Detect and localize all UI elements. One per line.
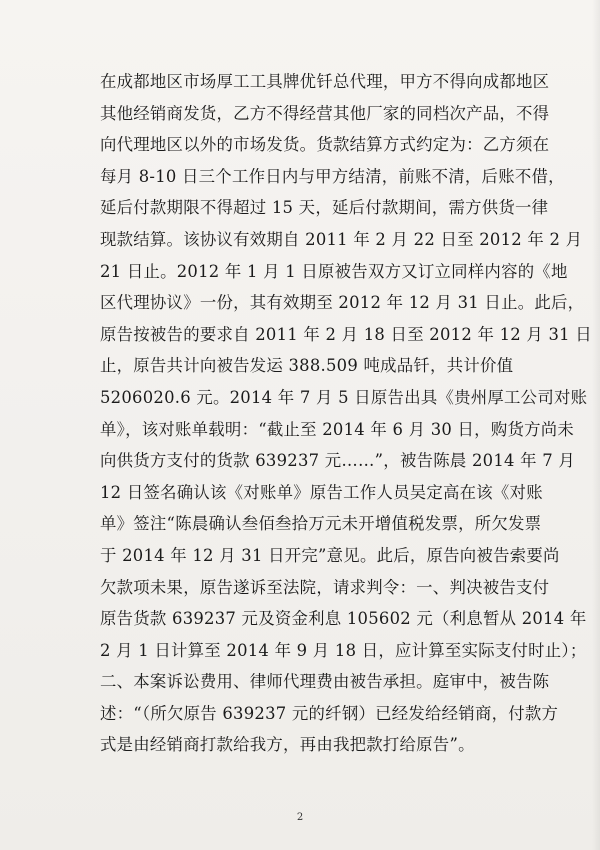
text-line: 单》签注“陈晨确认叁佰叁拾万元未开增值税发票，所欠发票 (100, 514, 542, 534)
page-edge-shadow (592, 0, 600, 850)
text-line: 二、本案诉讼费用、律师代理费由被告承担。庭审中，被告陈 (100, 672, 550, 692)
text-line: 欠款项未果，原告遂诉至法院，请求判令：一、判决被告支付 (100, 577, 550, 597)
text-line: 每月 8-10 日三个工作日内与甲方结清，前账不清，后账不借， (100, 166, 565, 186)
page-number: 2 (296, 812, 304, 823)
text-line: 延后付款期限不得超过 15 天，延后付款期间，需方供货一律 (100, 198, 549, 218)
text-line: 式是由经销商打款给我方，再由我把款打给原告”。 (100, 735, 475, 755)
text-line: 其他经销商发货，乙方不得经营其他厂家的同档次产品，不得 (100, 103, 550, 123)
document-body (100, 66, 592, 761)
text-line: 向代理地区以外的市场发货。货款结算方式约定为：乙方须在 (100, 135, 550, 155)
text-line: 区代理协议》一份，其有效期至 2012 年 12 月 31 日止。此后， (100, 293, 585, 313)
text-line: 原告货款 639237 元及资金利息 105602 元（利息暂从 2014 年 (100, 609, 587, 629)
text-line: 2 月 1 日计算至 2014 年 9 月 18 日，应计算至实际支付时止）； (100, 640, 587, 660)
text-line: 述：“（所欠原告 639237 元的纤钢）已经发给经销商，付款方 (100, 703, 559, 723)
text-line: 在成都地区市场厚工工具牌优钎总代理，甲方不得向成都地区 (100, 72, 550, 91)
text-line: 于 2014 年 12 月 31 日开完”意见。此后，原告向被告索要尚 (100, 545, 560, 565)
text-line: 5206020.6 元。2014 年 7 月 5 日原告出具《贵州厚工公司对账 (100, 387, 588, 407)
text-line: 21 日止。2012 年 1 月 1 日原被告双方又订立同样内容的《地 (100, 261, 568, 281)
text-line: 单》，该对账单载明：“截止至 2014 年 6 月 30 日，购货方尚未 (100, 419, 575, 439)
text-line: 12 日签名确认该《对账单》原告工作人员吴定高在该《对账 (100, 482, 543, 502)
text-line: 止，原告共计向被告发运 388.509 吨成品钎，共计价值 (100, 356, 514, 376)
text-line: 向供货方支付的货款 639237 元……”，被告陈晨 2014 年 7 月 (100, 451, 576, 471)
text-line: 原告按被告的要求自 2011 年 2 月 18 日至 2012 年 12 月 31 日 (100, 324, 592, 344)
text-line: 现款结算。该协议有效期自 2011 年 2 月 22 日至 2012 年 2 月 (100, 229, 583, 249)
